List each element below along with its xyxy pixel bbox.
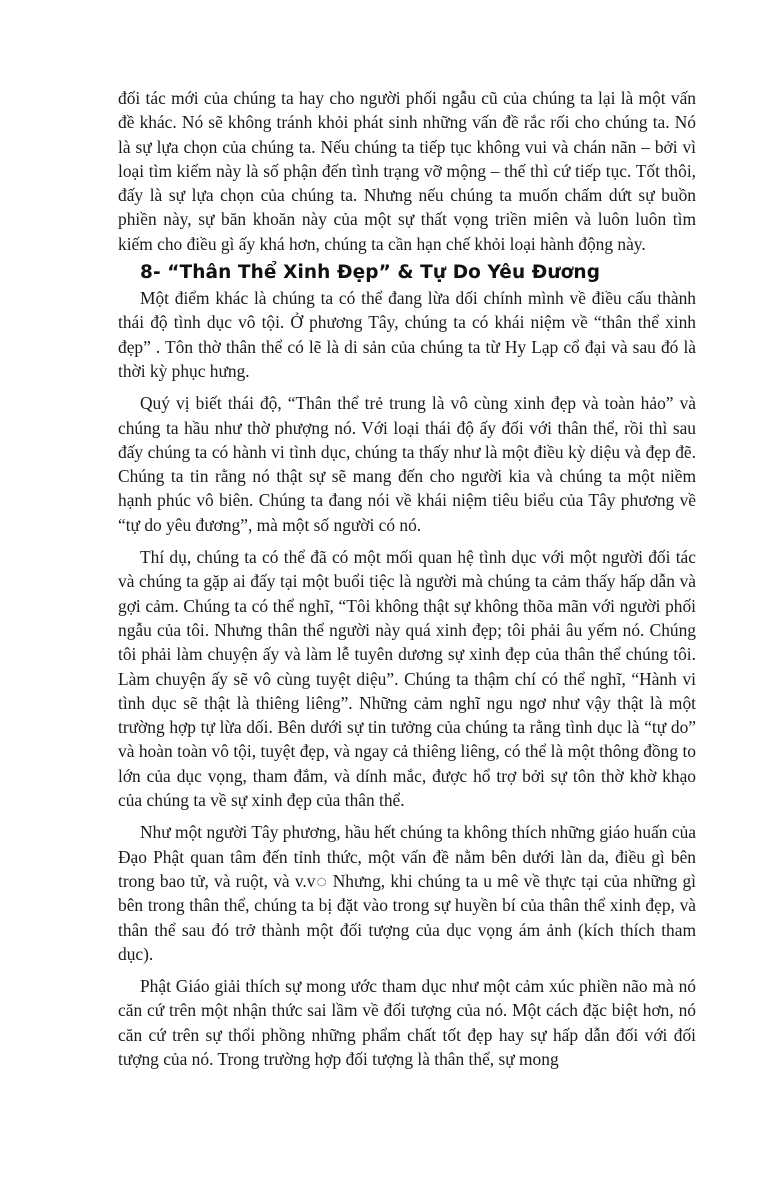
paragraph-5: Phật Giáo giải thích sự mong ước tham dục như một cảm xúc phiền não mà nó căn cứ trên một nhận thức sai lầm về đối tượng của nó. Một cách đặc biệt hơn, nó căn cứ trên sự thổi phồng những phẩm chất tốt đẹp hay sự hấp dẫn đối với đối tượng của nó. Trong trường hợp đối tượng là thân thể, sự mong [118,976,696,1069]
paragraph-continued: đối tác mới của chúng ta hay cho người phối ngẫu cũ của chúng ta lại là một vấn đề khác. Nó sẽ không tránh khỏi phát sinh những vấn đề rắc rối cho chúng ta. Nó là sự lựa chọn của chúng ta. Nếu chúng ta tiếp tục không vui và chán nãn – bởi vì loại tìm kiếm này là số phận đến tình trạng vỡ mộng – thế thì cứ tiếp tục. Tốt thôi, đấy là sự lựa chọn của chúng ta. Nhưng nếu chúng ta muốn chấm dứt sự buồn phiền này, sự băn khoăn này của một sự thất vọng triền miên và luôn luôn tìm kiếm cho điều gì ấy khá hơn, chúng ta cần hạn chế khỏi loại hành động này. [118,88,696,254]
paragraph-4: Như một người Tây phương, hầu hết chúng ta không thích những giáo huấn của Đạo Phật quan tâm đến tỉnh thức, một vấn đề nằm bên dưới làn da, điều gì bên trong bao tử, và ruột, và v.v◌ Nhưng, khi chúng ta u mê về thực tại của những gì bên trong thân thể, chúng ta bị đặt vào trong sự huyền bí của thân thể xinh đẹp, và thân thể sau đó trở thành một đối tượng của dục vọng ám ảnh (kích thích tham dục). [118,822,696,964]
book-page [118,86,696,1079]
section-heading: 8- “Thân Thể Xinh Đẹp” & Tự Do Yêu Đương [140,262,601,284]
paragraph-2: Quý vị biết thái độ, “Thân thể trẻ trung là vô cùng xinh đẹp và toàn hảo” và chúng ta hầu như thờ phượng nó. Với loại thái độ ấy đối với thân thể, rồi thì sau đấy chúng ta có hành vi tình dục, chúng ta thấy như là một điều kỳ diệu và đẹp đẽ. Chúng ta tin rằng nó thật sự sẽ mang đến cho người kia và chúng ta một niềm hạnh phúc vô biên. Chúng ta đang nói về khái niệm tiêu biểu của Tây phương về “tự do yêu đương”, mà một số người có nó. [118,393,696,535]
paragraph-3: Thí dụ, chúng ta có thể đã có một mối quan hệ tình dục với một người đối tác và chúng ta gặp ai đấy tại một buổi tiệc là người mà chúng ta cảm thấy hấp dẫn và gợi cảm. Chúng ta có thể nghĩ, “Tôi không thật sự không thõa mãn với người phối ngẫu của tôi. Nhưng thân thể người này quá xinh đẹp; tôi phải âu yếm nó. Chúng tôi phải làm chuyện ấy và làm lễ tuyên dương sự xinh đẹp của thân thể chúng tôi. Làm chuyện ấy sẽ vô cùng tuyệt diệu”. Chúng ta thậm chí có thể nghĩ, “Hành vi tình dục sẽ thật là thiêng liêng”. Những cảm nghĩ ngu ngơ như vậy thật là một trường hợp tự lừa dối. Bên dưới sự tin tưởng của chúng ta rằng tình dục là “tự do” và hoàn toàn vô tội, tuyệt đẹp, và ngay cả thiêng liêng, có thể là một thông đồng to lớn của dục vọng, tham đắm, và dính mắc, được hổ trợ bởi sự tôn thờ khờ khạo của chúng ta về sự xinh đẹp của thân thể. [118,547,696,811]
paragraph-1: Một điểm khác là chúng ta có thể đang lừa dối chính mình về điều cấu thành thái độ tình dục vô tội. Ở phương Tây, chúng ta có khái niệm về “thân thể xinh đẹp” . Tôn thờ thân thể có lẽ là di sản của chúng ta từ Hy Lạp cổ đại và sau đó là thời kỳ phục hưng. [118,288,696,381]
